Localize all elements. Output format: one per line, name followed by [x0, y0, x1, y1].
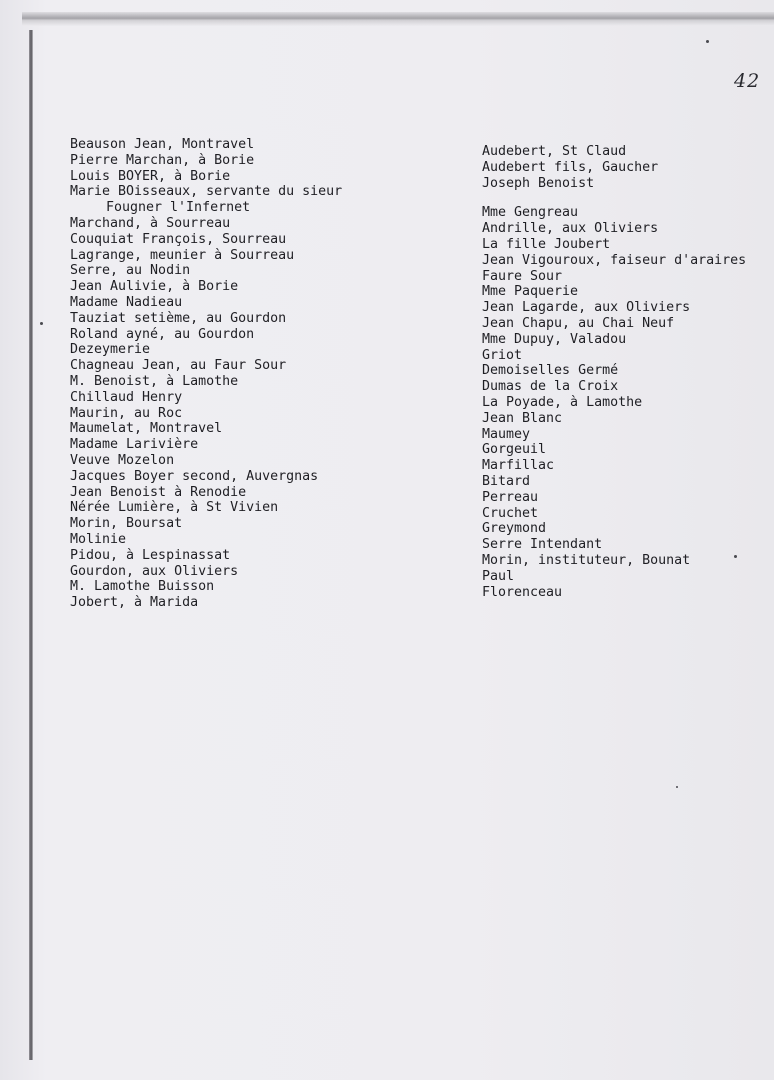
scan-speck — [706, 40, 709, 43]
list-item: Marie BOisseaux, servante du sieur — [70, 184, 343, 200]
list-item: Louis BOYER, à Borie — [70, 168, 231, 184]
page-left-edge — [29, 30, 33, 1060]
page-top-edge — [22, 12, 774, 26]
list-item: Gorgeuil — [482, 442, 547, 458]
list-item: Morin, Boursat — [70, 516, 183, 532]
list-item: Tauziat setième, au Gourdon — [70, 310, 287, 326]
list-item: Chagneau Jean, au Faur Sour — [70, 358, 287, 374]
list-item: Molinie — [70, 531, 127, 547]
list-item: Marchand, à Sourreau — [70, 215, 231, 231]
list-item: Gourdon, aux Oliviers — [70, 563, 239, 579]
list-item: Bitard — [482, 473, 531, 489]
list-item: La fille Joubert — [482, 236, 611, 252]
list-item: Veuve Mozelon — [70, 452, 175, 468]
list-item: Griot — [482, 347, 523, 363]
list-item: Jobert, à Marida — [70, 595, 199, 611]
scan-speck — [676, 786, 678, 788]
list-item: Demoiselles Germé — [482, 363, 619, 379]
list-item: Paul — [482, 568, 515, 584]
list-item: Maumey — [482, 426, 531, 442]
right-name-list — [482, 144, 746, 600]
list-item: M. Lamothe Buisson — [70, 579, 215, 595]
list-item: Mme Gengreau — [482, 205, 579, 221]
list-item: Jean Blanc — [482, 410, 563, 426]
list-item: Nérée Lumière, à St Vivien — [70, 500, 279, 516]
left-name-list — [70, 137, 342, 611]
list-item: Couquiat François, Sourreau — [70, 231, 287, 247]
list-item: Jean Lagarde, aux Oliviers — [482, 300, 691, 316]
list-item: Roland ayné, au Gourdon — [70, 326, 255, 342]
list-item: Audebert, St Claud — [482, 144, 627, 159]
list-item: Pidou, à Lespinassat — [70, 547, 231, 563]
list-item: M. Benoist, à Lamothe — [70, 373, 239, 389]
list-item: Jean Aulivie, à Borie — [70, 279, 239, 295]
list-item: Morin, instituteur, Bounat — [482, 552, 691, 568]
list-item: Jean Vigouroux, faiseur d'araires — [482, 252, 747, 268]
list-item: Joseph Benoist — [482, 175, 595, 191]
list-item: Audebert fils, Gaucher — [482, 159, 659, 175]
list-item: Cruchet — [482, 505, 539, 521]
page-number: 42 — [734, 70, 761, 92]
group-spacer — [482, 191, 746, 205]
list-item: Jacques Boyer second, Auvergnas — [70, 468, 319, 484]
list-item: Serre, au Nodin — [70, 263, 191, 279]
list-item: Beauson Jean, Montravel — [70, 137, 255, 152]
list-item: Mme Dupuy, Valadou — [482, 331, 627, 347]
scan-speck — [734, 555, 737, 558]
list-item: Mme Paquerie — [482, 284, 579, 300]
list-item: Dezeymerie — [70, 342, 151, 358]
list-item: La Poyade, à Lamothe — [482, 394, 643, 410]
list-item: Faure Sour — [482, 268, 563, 284]
list-item: Jean Chapu, au Chai Neuf — [482, 315, 675, 331]
list-item: Maurin, au Roc — [70, 405, 183, 421]
list-item: Madame Larivière — [70, 437, 199, 453]
list-item: Pierre Marchan, à Borie — [70, 152, 255, 168]
list-item: Perreau — [482, 489, 539, 505]
list-item: Lagrange, meunier à Sourreau — [70, 247, 295, 263]
list-item: Marfillac — [482, 458, 555, 474]
scan-speck — [40, 322, 43, 325]
list-item: Madame Nadieau — [70, 294, 183, 310]
list-item: Chillaud Henry — [70, 389, 183, 405]
list-item: Andrille, aux Oliviers — [482, 221, 659, 237]
list-item-continuation: Fougner l'Infernet — [106, 200, 251, 216]
list-item: Dumas de la Croix — [482, 379, 619, 395]
list-item: Serre Intendant — [482, 537, 603, 553]
list-item: Maumelat, Montravel — [70, 421, 223, 437]
list-item: Florenceau — [482, 584, 563, 600]
list-item: Greymond — [482, 521, 547, 537]
list-item: Jean Benoist à Renodie — [70, 484, 247, 500]
